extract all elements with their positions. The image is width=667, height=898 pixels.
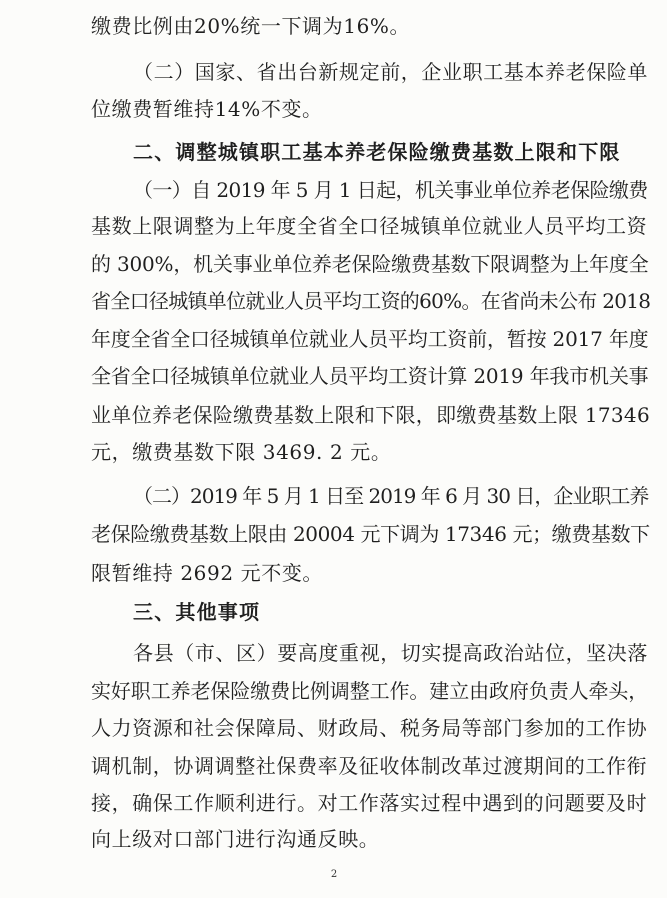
text-line: （二）2019 年 5 月 1 日至 2019 年 6 月 30 日，企业职工养 (133, 484, 649, 508)
text-line: 限暂维持 2692 元不变。 (91, 561, 324, 585)
text-line: 人力资源和社会保障局、财政局、税务局等部门参加的工作协 (91, 716, 648, 740)
text-line: 的 300%，机关事业单位养老保险缴费基数下限调整为上年度全 (91, 252, 649, 276)
page-number: 2 (330, 869, 338, 880)
text-line: 省全口径城镇单位就业人员平均工资的60%。在省尚未公布 2018 (91, 289, 651, 313)
text-line: 老保险缴费基数上限由 20004 元下调为 17346 元；缴费基数下 (91, 522, 650, 546)
text-line: （一）自 2019 年 5 月 1 日起，机关事业单位养老保险缴费 (133, 178, 648, 202)
section-heading: 三、其他事项 (133, 600, 261, 624)
section-heading: 二、调整城镇职工基本养老保险缴费基数上限和下限 (133, 140, 621, 164)
text-line: （二）国家、省出台新规定前，企业职工基本养老保险单 (133, 60, 648, 84)
text-line: 向上级对口部门进行沟通反映。 (91, 827, 380, 851)
text-line: 实好职工养老保险缴费比例调整工作。建立由政府负责人牵头， (91, 679, 649, 703)
text-line: 基数上限调整为上年度全省全口径城镇单位就业人员平均工资 (91, 214, 648, 238)
text-line: 全省全口径城镇单位就业人员平均工资计算 2019 年我市机关事 (91, 364, 649, 388)
text-line: 位缴费暂维持14%不变。 (91, 97, 323, 121)
text-line: 业单位养老保险缴费基数上限和下限，即缴费基数上限 17346 (91, 403, 650, 427)
text-line: 调机制，协调调整社保费率及征收体制改革过渡期间的工作衔 (91, 754, 648, 778)
text-line: 缴费比例由20%统一下调为16%。 (91, 14, 411, 38)
text-line: 元，缴费基数下限 3469. 2 元。 (91, 440, 392, 464)
text-line: 各县（市、区）要高度重视，切实提高政治站位，坚决落 (133, 641, 648, 665)
text-line: 年度全省全口径城镇单位就业人员平均工资前，暂按 2017 年度 (91, 327, 649, 351)
text-line: 接，确保工作顺利进行。对工作落实过程中遇到的问题要及时 (91, 791, 648, 815)
